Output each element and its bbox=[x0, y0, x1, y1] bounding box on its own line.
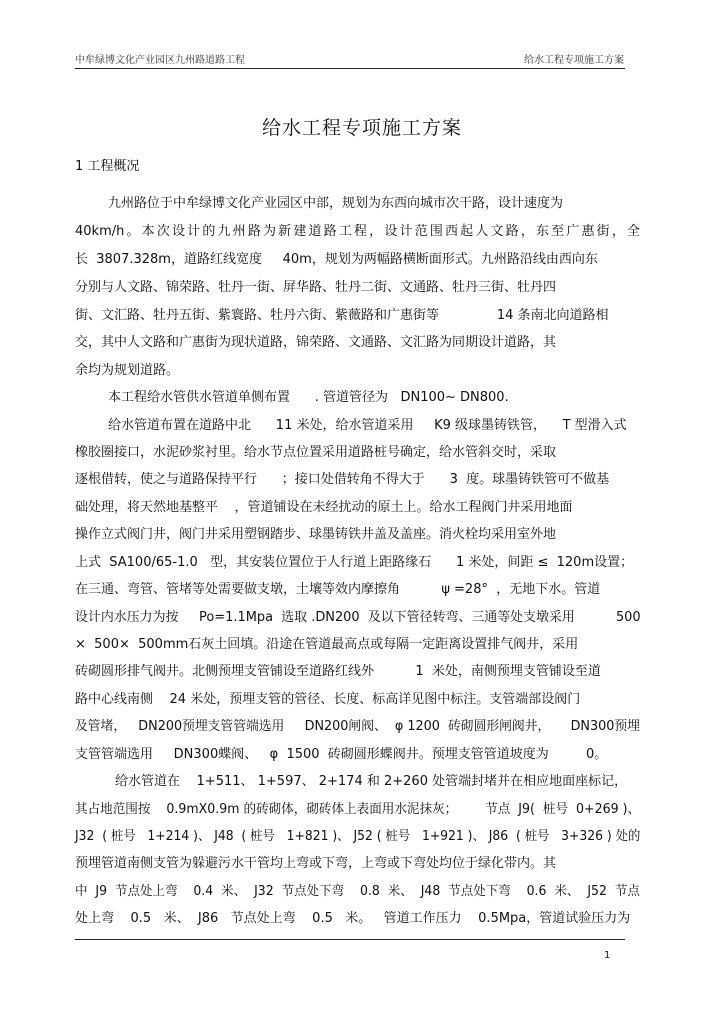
header-divider bbox=[75, 68, 625, 69]
body-line: 砖砌圆形排气阀井。北侧预埋支管铺设至道路红线外 1 米处，南侧预埋支管铺设至道 bbox=[75, 664, 601, 679]
body-line: 在三通、弯管、管堵等处需要做支墩，土壤等效内摩擦角 ψ =28° ，无地下水。管道 bbox=[75, 582, 601, 597]
header-project-name: 中牟绿博文化产业园区九州路道路工程 bbox=[75, 55, 245, 66]
body-line: 交，其中人文路和广惠街为现状道路，锦荣路、文通路、文汇路为同期设计道路，其 bbox=[75, 335, 557, 350]
body-line: 40km/h。本次设计的九州路为新建道路工程，设计范围西起人文路，东至广惠街，全 bbox=[75, 224, 640, 239]
body-line: 本工程给水管供水管道单侧布置 . 管道管径为 DN100~ DN800. bbox=[108, 390, 509, 405]
body-line: 础处理，将天然地基整平 ，管道铺设在未经扰动的原土上。给水工程阀门井采用地面 bbox=[75, 500, 573, 515]
body-line: 及管堵， DN200预埋支管管端选用 DN200闸阀、 φ 1200 砖砌圆形闸阀井， DN300预埋 bbox=[75, 719, 640, 734]
body-line: 逐根借转，使之与道路保持平行 ；接口处借转角不得大于 3 度。球墨铸铁管可不做基 bbox=[75, 472, 610, 487]
section-heading: 1 工程概况 bbox=[75, 159, 140, 174]
body-line: 支管管端选用 DN300蝶阀、 φ 1500 砖砌圆形蝶阀井。预埋支管管道坡度为 0。 bbox=[75, 747, 608, 762]
body-line: 处上弯 0.5 米、 J86 节点处上弯 0.5 米。 管道工作压力 0.5Mpa，管道试验压力为 bbox=[75, 911, 631, 926]
body-line: 分别与人文路、锦荣路、牡丹一街、屏华路、牡丹二街、文通路、牡丹三街、牡丹四 bbox=[75, 280, 557, 295]
body-line: × 500× 500mm石灰土回填。沿途在管道最高点或每隔一定距离设置排气阀井，采用 bbox=[75, 637, 579, 652]
footer-divider bbox=[75, 939, 625, 940]
body-line: 九州路位于中牟绿博文化产业园区中部，规划为东西向城市次干路，设计速度为 bbox=[108, 196, 564, 211]
body-line: 路中心线南侧 24 米处，预埋支管的管径、长度、标高详见图中标注。支管端部设阀门 bbox=[75, 692, 581, 707]
header-document-name: 给水工程专项施工方案 bbox=[524, 55, 624, 66]
body-line: 橡胶圈接口，水泥砂浆衬里。给水节点位置采用道路桩号确定，给水管斜交时，采取 bbox=[75, 445, 557, 460]
page-title: 给水工程专项施工方案 bbox=[261, 117, 462, 139]
body-line: 余均为规划道路。 bbox=[75, 363, 180, 378]
body-line: J32 ( 桩号 1+214 )、 J48 ( 桩号 1+821 )、 J52 ( 桩号 1+921 )、 J86 ( 桩号 3+326 ) 处的 bbox=[75, 829, 641, 844]
body-line: 设计内水压力为按 Po=1.1Mpa 选取 .DN200 及以下管径转弯、三通等处支墩采用 500 bbox=[75, 610, 641, 625]
body-line: 长 3807.328m，道路红线宽度 40m，规划为两幅路横断面形式。九州路沿线由西向东 bbox=[75, 252, 598, 267]
body-line: 上式 SA100/65-1.0 型，其安装位置位于人行道上距路缘石 1 米处，间距 ≤ 120m设置； bbox=[75, 555, 634, 570]
body-line: 给水管道布置在道路中北 11 米处，给水管道采用 K9 级球墨铸铁管， T 型滑入式 bbox=[108, 418, 627, 433]
body-line: 中 J9 节点处上弯 0.4 米、 J32 节点处下弯 0.8 米、 J48 节点处下弯 0.6 米、 J52 节点 bbox=[75, 884, 640, 899]
page-number: 1 bbox=[604, 950, 611, 961]
body-line: 预埋管道南侧支管为躲避污水干管均上弯或下弯，上弯或下弯处均位于绿化带内。其 bbox=[75, 856, 557, 871]
body-line: 其占地范围按 0.9mX0.9m 的砖砌体，砌砖体上表面用水泥抹灰； 节点 J9( 桩号 0+269 )、 bbox=[75, 802, 641, 817]
body-line: 给水管道在 1+511、 1+597、 2+174 和 2+260 处管端封堵并在相应地面座标记， bbox=[115, 774, 628, 789]
body-line: 操作立式阀门井，阀门井采用塑钢踏步、球墨铸铁井盖及盖座。消火栓均采用室外地 bbox=[75, 527, 557, 542]
body-line: 街、文汇路、牡丹五街、紫寰路、牡丹六街、紫薇路和广惠街等 14 条南北向道路相 bbox=[75, 308, 609, 323]
